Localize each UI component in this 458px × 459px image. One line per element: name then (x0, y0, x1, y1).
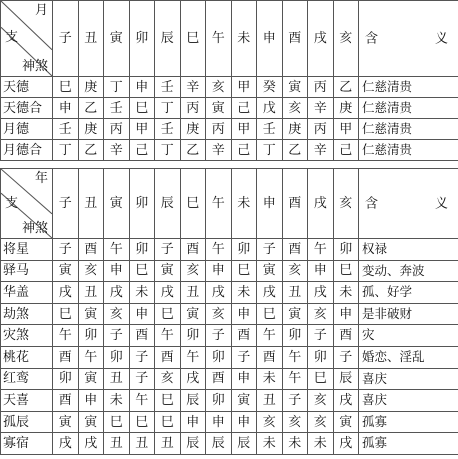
table-cell: 己 (129, 140, 155, 161)
table-cell: 申 (180, 411, 206, 433)
table-cell: 巳 (308, 368, 334, 390)
table-cell: 子 (129, 368, 155, 390)
header-row (1, 169, 458, 239)
table-cell: 丑 (78, 282, 104, 304)
meaning-cell: 孤寡 (359, 433, 458, 455)
branch-header: 亥 (333, 169, 359, 239)
branch-header: 卯 (129, 169, 155, 239)
branch-header: 戌 (308, 169, 334, 239)
table-cell: 丑 (129, 433, 155, 455)
table-cell: 午 (206, 239, 232, 261)
table-cell: 未 (129, 282, 155, 304)
table-cell: 午 (180, 346, 206, 368)
meaning-cell: 仁慈清贵 (359, 98, 458, 119)
table-cell: 壬 (53, 119, 79, 140)
table-cell: 寅 (206, 98, 232, 119)
table-cell: 丑 (180, 282, 206, 304)
table-cell: 酉 (78, 239, 104, 261)
table-cell: 子 (155, 239, 181, 261)
table-row (1, 411, 458, 433)
table-cell: 卯 (180, 325, 206, 347)
shensha-name: 月德合 (1, 140, 53, 161)
table-cell: 午 (308, 239, 334, 261)
table-cell: 辛 (308, 140, 334, 161)
table-cell: 戌 (333, 390, 359, 412)
table-cell: 酉 (129, 325, 155, 347)
table-cell: 酉 (231, 325, 257, 347)
table-cell: 亥 (257, 411, 283, 433)
table-cell: 丑 (104, 368, 130, 390)
table-cell: 巳 (104, 411, 130, 433)
table-row (1, 346, 458, 368)
table-cell: 巳 (155, 390, 181, 412)
table-cell: 庚 (180, 119, 206, 140)
table-cell: 亥 (155, 368, 181, 390)
branch-header: 巳 (180, 1, 206, 77)
table-cell: 申 (206, 411, 232, 433)
table-cell: 子 (333, 346, 359, 368)
table-row (1, 433, 458, 455)
table-cell: 卯 (78, 325, 104, 347)
table-cell: 巳 (129, 98, 155, 119)
table-cell: 申 (129, 303, 155, 325)
branch-header: 未 (231, 1, 257, 77)
branch-header: 申 (257, 169, 283, 239)
table-cell: 未 (308, 433, 334, 455)
table-cell: 卯 (129, 239, 155, 261)
meaning-cell: 喜庆 (359, 368, 458, 390)
table-cell: 戌 (257, 282, 283, 304)
meaning-header (359, 169, 458, 239)
table-cell: 卯 (282, 325, 308, 347)
table-cell: 寅 (282, 77, 308, 98)
table-cell: 寅 (53, 260, 79, 282)
table-cell: 戌 (53, 282, 79, 304)
table-cell: 寅 (282, 303, 308, 325)
meaning-cell: 权禄 (359, 239, 458, 261)
table-cell: 寅 (78, 411, 104, 433)
table-cell: 酉 (333, 325, 359, 347)
shensha-name: 月德 (1, 119, 53, 140)
table-cell: 申 (129, 77, 155, 98)
branch-header: 丑 (78, 169, 104, 239)
table-cell: 亥 (78, 260, 104, 282)
table-cell: 亥 (282, 260, 308, 282)
year-shensha-table (0, 168, 458, 455)
table-cell: 巳 (257, 303, 283, 325)
table-cell: 寅 (53, 411, 79, 433)
table-cell: 庚 (282, 119, 308, 140)
table-cell: 卯 (308, 346, 334, 368)
table-cell: 丙 (206, 119, 232, 140)
table-row (1, 390, 458, 412)
table-cell: 申 (53, 98, 79, 119)
table-cell: 卯 (333, 239, 359, 261)
table-cell: 酉 (206, 368, 232, 390)
shensha-name: 将星 (1, 239, 53, 261)
table-cell: 戌 (53, 433, 79, 455)
table-cell: 亥 (206, 303, 232, 325)
shensha-name: 寡宿 (1, 433, 53, 455)
table-cell: 戌 (308, 282, 334, 304)
table-cell: 丑 (155, 433, 181, 455)
branch-header: 子 (53, 1, 79, 77)
table-cell: 壬 (257, 119, 283, 140)
table-cell: 戌 (155, 282, 181, 304)
table-cell: 丙 (104, 119, 130, 140)
corner-left-label: 支 (5, 195, 19, 211)
corner-top-label: 月 (34, 3, 48, 18)
table-cell: 丁 (155, 140, 181, 161)
corner-header (1, 1, 53, 77)
table-cell: 丙 (308, 77, 334, 98)
branch-header: 亥 (333, 1, 359, 77)
table-cell: 戊 (257, 98, 283, 119)
table-cell: 申 (104, 260, 130, 282)
table-cell: 戌 (180, 368, 206, 390)
table-cell: 戌 (206, 282, 232, 304)
table-cell: 辛 (104, 140, 130, 161)
meaning-cell: 仁慈清贵 (359, 77, 458, 98)
table-cell: 壬 (104, 98, 130, 119)
table-cell: 酉 (155, 346, 181, 368)
corner-bottom-label: 神煞 (21, 59, 48, 74)
table-cell: 申 (78, 390, 104, 412)
month-shensha-table (0, 0, 458, 161)
meaning-header-char: 含 (365, 31, 379, 46)
table-cell: 壬 (155, 77, 181, 98)
table-cell: 卯 (206, 346, 232, 368)
table-cell: 辛 (308, 98, 334, 119)
table-cell: 乙 (180, 140, 206, 161)
table-cell: 子 (104, 325, 130, 347)
table-cell: 乙 (333, 77, 359, 98)
branch-header: 辰 (155, 169, 181, 239)
table-cell: 己 (333, 140, 359, 161)
branch-header: 丑 (78, 1, 104, 77)
table-cell: 寅 (333, 411, 359, 433)
table-cell: 巳 (129, 411, 155, 433)
table-cell: 庚 (78, 77, 104, 98)
table-cell: 子 (129, 346, 155, 368)
table-row (1, 303, 458, 325)
table-cell: 巳 (53, 303, 79, 325)
meaning-cell: 仁慈清贵 (359, 140, 458, 161)
meaning-cell: 喜庆 (359, 390, 458, 412)
table-cell: 巳 (155, 303, 181, 325)
table-cell: 丑 (257, 390, 283, 412)
table-cell: 乙 (78, 98, 104, 119)
corner-header (1, 169, 53, 239)
table-cell: 酉 (257, 346, 283, 368)
shensha-name: 天德合 (1, 98, 53, 119)
table-cell: 辛 (206, 140, 232, 161)
table-cell: 辰 (180, 390, 206, 412)
branch-header: 巳 (180, 169, 206, 239)
table-cell: 午 (257, 325, 283, 347)
table-cell: 辰 (231, 433, 257, 455)
table-cell: 癸 (257, 77, 283, 98)
meaning-cell: 灾 (359, 325, 458, 347)
table-cell: 卯 (206, 390, 232, 412)
table-cell: 寅 (78, 368, 104, 390)
table-cell: 庚 (333, 98, 359, 119)
branch-header: 未 (231, 169, 257, 239)
branch-header: 辰 (155, 1, 181, 77)
branch-header: 寅 (104, 169, 130, 239)
table-cell: 亥 (282, 98, 308, 119)
table-cell: 己 (231, 98, 257, 119)
table-cell: 寅 (78, 303, 104, 325)
meaning-cell: 孤、好学 (359, 282, 458, 304)
table-cell: 申 (231, 368, 257, 390)
table-cell: 亥 (308, 390, 334, 412)
table-cell: 子 (206, 325, 232, 347)
shensha-name: 红鸾 (1, 368, 53, 390)
shensha-name: 孤辰 (1, 411, 53, 433)
table-cell: 甲 (231, 77, 257, 98)
shensha-name: 天德 (1, 77, 53, 98)
shensha-name: 天喜 (1, 390, 53, 412)
table-cell: 子 (231, 346, 257, 368)
table-cell: 丁 (53, 140, 79, 161)
table-row (1, 282, 458, 304)
branch-header: 申 (257, 1, 283, 77)
table-cell: 寅 (231, 390, 257, 412)
branch-header: 酉 (282, 1, 308, 77)
branch-header: 子 (53, 169, 79, 239)
shensha-name: 华盖 (1, 282, 53, 304)
table-cell: 丙 (180, 98, 206, 119)
table-cell: 亥 (206, 77, 232, 98)
table-cell: 午 (78, 346, 104, 368)
table-cell: 子 (257, 239, 283, 261)
table-cell: 未 (333, 282, 359, 304)
table-cell: 酉 (53, 346, 79, 368)
table-cell: 卯 (53, 368, 79, 390)
meaning-cell: 变动、奔波 (359, 260, 458, 282)
table-cell: 申 (231, 303, 257, 325)
branch-header: 酉 (282, 169, 308, 239)
table-cell: 子 (53, 239, 79, 261)
table-row (1, 140, 458, 161)
table-cell: 辰 (206, 433, 232, 455)
table-row (1, 368, 458, 390)
table-cell: 酉 (53, 390, 79, 412)
table-cell: 甲 (129, 119, 155, 140)
table-cell: 庚 (78, 119, 104, 140)
table-cell: 申 (206, 260, 232, 282)
corner-bottom-label: 神煞 (21, 221, 48, 236)
shensha-name: 灾煞 (1, 325, 53, 347)
meaning-cell: 是非破财 (359, 303, 458, 325)
table-cell: 午 (53, 325, 79, 347)
table-cell: 丁 (104, 77, 130, 98)
table-row (1, 98, 458, 119)
table-cell: 丁 (257, 140, 283, 161)
table-cell: 未 (282, 433, 308, 455)
table-cell: 戌 (104, 282, 130, 304)
table-cell: 戌 (78, 433, 104, 455)
table-cell: 寅 (155, 260, 181, 282)
table-cell: 乙 (78, 140, 104, 161)
meaning-header (359, 1, 458, 77)
meaning-header-char: 义 (434, 196, 448, 211)
table-cell: 亥 (308, 303, 334, 325)
shensha-name: 劫煞 (1, 303, 53, 325)
table-cell: 巳 (53, 77, 79, 98)
table-cell: 亥 (282, 411, 308, 433)
table-cell: 午 (129, 390, 155, 412)
table-cell: 丙 (308, 119, 334, 140)
table-cell: 申 (333, 303, 359, 325)
table-row (1, 239, 458, 261)
table-cell: 卯 (104, 346, 130, 368)
table-cell: 辰 (180, 433, 206, 455)
table-row (1, 260, 458, 282)
table-cell: 丑 (104, 433, 130, 455)
meaning-cell: 仁慈清贵 (359, 119, 458, 140)
branch-header: 寅 (104, 1, 130, 77)
corner-left-label: 支 (5, 30, 19, 45)
meaning-cell: 孤寡 (359, 411, 458, 433)
table-cell: 寅 (180, 303, 206, 325)
branch-header: 卯 (129, 1, 155, 77)
table-cell: 酉 (282, 239, 308, 261)
table-cell: 亥 (104, 303, 130, 325)
table-cell: 巳 (129, 260, 155, 282)
table-cell: 巳 (155, 411, 181, 433)
branch-header: 午 (206, 1, 232, 77)
table-cell: 未 (257, 368, 283, 390)
corner-top-label: 年 (34, 171, 48, 186)
table-cell: 酉 (180, 239, 206, 261)
branch-header: 戌 (308, 1, 334, 77)
table-cell: 甲 (333, 119, 359, 140)
branch-header: 午 (206, 169, 232, 239)
table-cell: 未 (231, 282, 257, 304)
table-cell: 子 (282, 390, 308, 412)
table-cell: 戌 (333, 433, 359, 455)
table-row (1, 325, 458, 347)
table-cell: 午 (282, 368, 308, 390)
table-cell: 未 (257, 433, 283, 455)
table-cell: 丑 (282, 282, 308, 304)
shensha-name: 桃花 (1, 346, 53, 368)
table-row (1, 119, 458, 140)
table-cell: 申 (308, 260, 334, 282)
table-cell: 卯 (231, 239, 257, 261)
table-cell: 丁 (155, 98, 181, 119)
table-cell: 子 (308, 325, 334, 347)
table-cell: 亥 (180, 260, 206, 282)
table-cell: 巳 (333, 260, 359, 282)
table-cell: 未 (104, 390, 130, 412)
meaning-cell: 婚恋、淫乱 (359, 346, 458, 368)
table-cell: 壬 (155, 119, 181, 140)
table-cell: 申 (231, 411, 257, 433)
table-cell: 午 (104, 239, 130, 261)
table-cell: 己 (231, 140, 257, 161)
shensha-name: 驿马 (1, 260, 53, 282)
table-cell: 午 (282, 346, 308, 368)
table-cell: 辰 (333, 368, 359, 390)
table-cell: 乙 (282, 140, 308, 161)
header-row (1, 1, 458, 77)
meaning-header-char: 含 (365, 196, 379, 211)
table-cell: 寅 (257, 260, 283, 282)
table-row (1, 77, 458, 98)
table-cell: 辛 (180, 77, 206, 98)
table-cell: 亥 (308, 411, 334, 433)
table-cell: 午 (155, 325, 181, 347)
meaning-header-char: 义 (434, 31, 448, 46)
table-cell: 巳 (231, 260, 257, 282)
table-cell: 甲 (231, 119, 257, 140)
